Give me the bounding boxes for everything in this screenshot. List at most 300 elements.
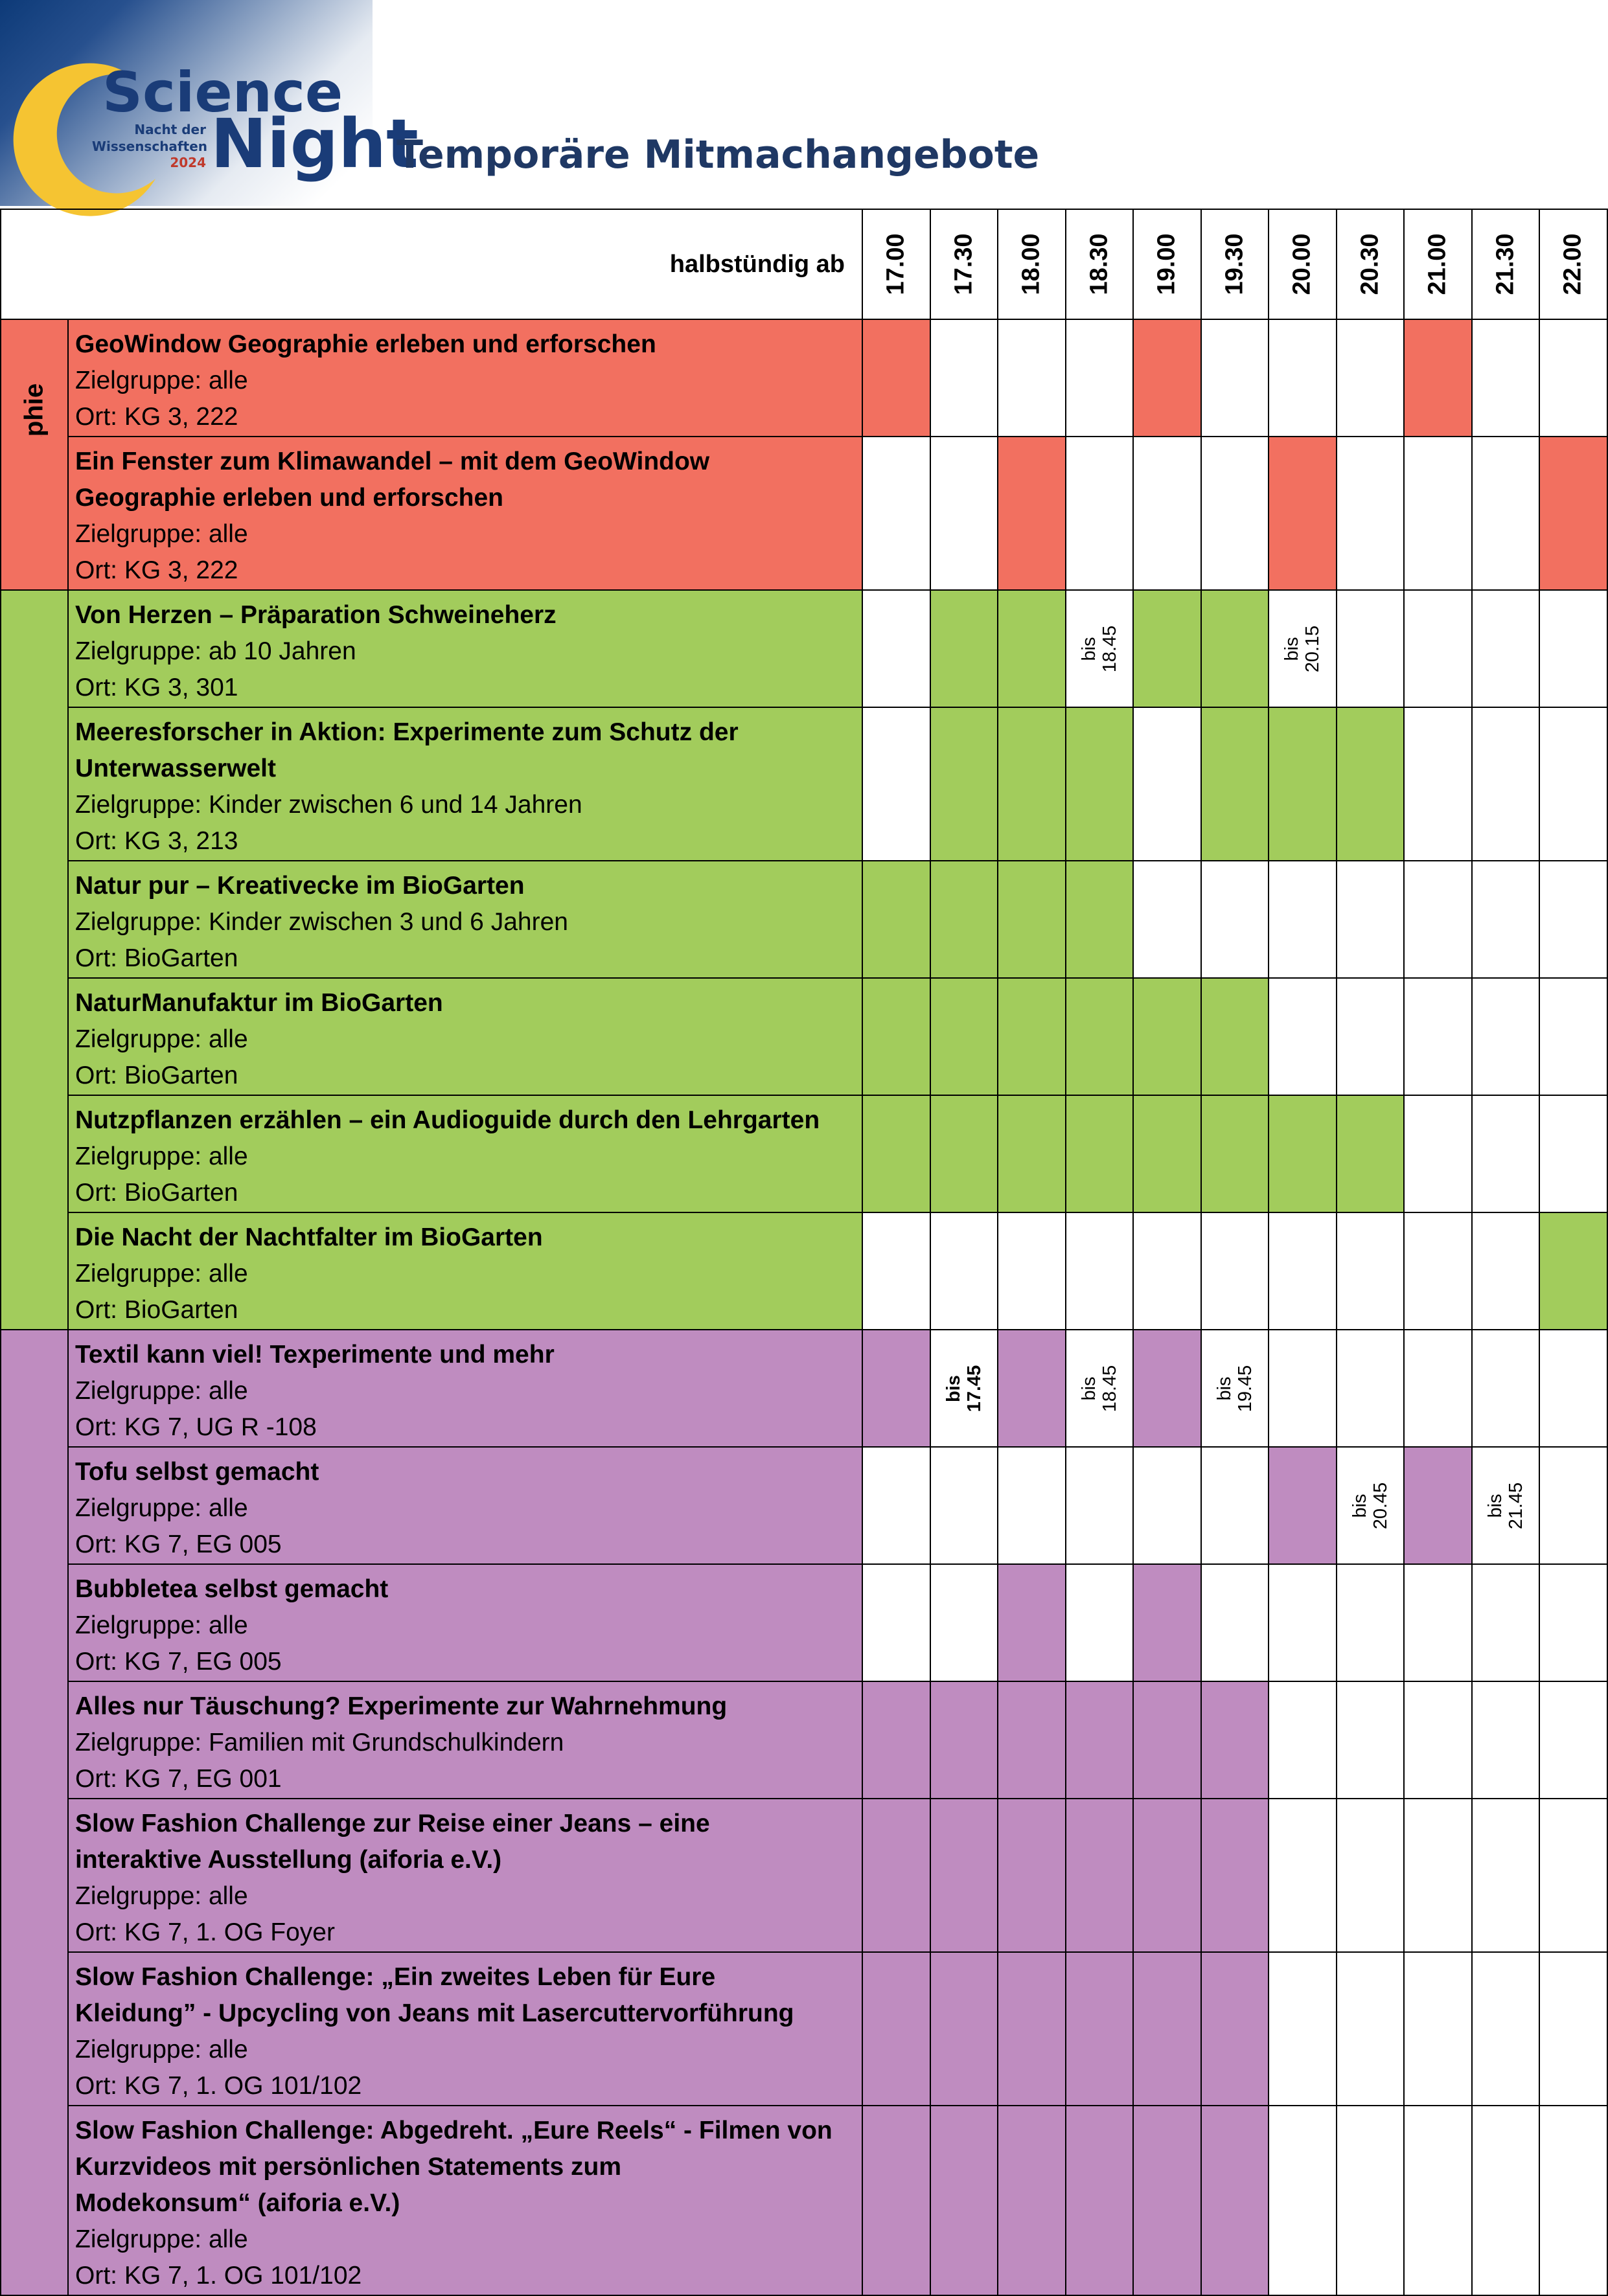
slot-active <box>862 1095 930 1212</box>
event-target-group: Zielgruppe: alle <box>75 1377 248 1405</box>
slot-active <box>1133 1330 1201 1447</box>
event-row <box>1 978 1607 1095</box>
slot-empty <box>1269 978 1337 1095</box>
slot-end-note-line: 20.15 <box>1302 625 1324 672</box>
slot-empty <box>1472 319 1540 437</box>
category-cell <box>1 437 68 590</box>
slot-active <box>930 1952 998 2106</box>
slot-active <box>998 1564 1066 1681</box>
slot-active <box>998 978 1066 1095</box>
event-title-line: interaktive Ausstellung (aiforia e.V.) <box>75 1846 502 1874</box>
slot-empty <box>1337 1447 1405 1564</box>
event-description <box>68 1799 862 1952</box>
time-label: 19.00 <box>1153 233 1180 295</box>
slot-empty <box>1472 1330 1540 1447</box>
category-cell <box>1 590 68 707</box>
slot-empty <box>1539 1095 1607 1212</box>
slot-active <box>1133 319 1201 437</box>
category-cell <box>1 1952 68 2106</box>
event-title-line: Slow Fashion Challenge zur Reise einer Jeans – eine <box>75 1810 710 1837</box>
category-cell <box>1 707 68 861</box>
slot-end-note <box>1350 1482 1391 1529</box>
slot-empty <box>1337 319 1405 437</box>
slot-empty <box>1201 1330 1269 1447</box>
time-label: 21.30 <box>1491 233 1519 295</box>
slot-end-note-line: bis <box>1213 1376 1235 1401</box>
header-label: halbstündig ab <box>1 209 862 319</box>
slot-empty <box>1472 1095 1540 1212</box>
slot-empty <box>1472 2106 1540 2295</box>
event-description <box>68 861 862 978</box>
slot-active <box>998 1799 1066 1952</box>
slot-empty <box>1066 1212 1134 1330</box>
slot-empty <box>1201 1564 1269 1681</box>
slot-empty <box>1472 1952 1540 2106</box>
slot-active <box>998 2106 1066 2295</box>
event-row <box>1 1095 1607 1212</box>
slot-empty <box>1066 437 1134 590</box>
slot-active <box>862 978 930 1095</box>
slot-active <box>998 437 1066 590</box>
slot-active <box>1201 1681 1269 1799</box>
event-title-line: Textil kann viel! Texperimente und mehr <box>75 1341 555 1369</box>
slot-active <box>1066 1681 1134 1799</box>
page-title: Temporäre Mitmachangebote <box>396 132 1040 177</box>
slot-end-note-line: 21.45 <box>1505 1482 1526 1529</box>
slot-active <box>930 978 998 1095</box>
slot-empty <box>1337 1330 1405 1447</box>
event-description <box>68 707 862 861</box>
slot-empty <box>1404 1564 1472 1681</box>
slot-empty <box>862 437 930 590</box>
event-title-line: NaturManufaktur im BioGarten <box>75 989 443 1017</box>
slot-active <box>1066 978 1134 1095</box>
event-title-line: Slow Fashion Challenge: Abgedreht. „Eure Reels“ - Filmen von <box>75 2117 833 2144</box>
slot-empty <box>1337 1799 1405 1952</box>
slot-empty <box>1201 1212 1269 1330</box>
slot-active <box>930 861 998 978</box>
slot-empty <box>1066 1330 1134 1447</box>
event-row <box>1 1212 1607 1330</box>
schedule-table <box>0 209 1608 2296</box>
slot-empty <box>1472 1212 1540 1330</box>
event-location: Ort: KG 3, 222 <box>75 403 238 431</box>
event-target-group: Zielgruppe: alle <box>75 367 248 394</box>
event-row <box>1 2106 1607 2295</box>
event-target-group: Zielgruppe: alle <box>75 2036 248 2063</box>
event-target-group: Zielgruppe: alle <box>75 1142 248 1170</box>
slot-empty <box>1404 1330 1472 1447</box>
slot-active <box>1066 707 1134 861</box>
slot-empty <box>1133 1447 1201 1564</box>
slot-active <box>862 1799 930 1952</box>
slot-empty <box>1539 1330 1607 1447</box>
slot-empty <box>1133 861 1201 978</box>
time-column-header <box>998 209 1066 319</box>
event-description <box>68 319 862 437</box>
slot-active <box>1269 1095 1337 1212</box>
event-title-line: Ein Fenster zum Klimawandel – mit dem GeoWindow <box>75 448 710 475</box>
slot-empty <box>1472 707 1540 861</box>
event-title-line: GeoWindow Geographie erleben und erforschen <box>75 330 656 358</box>
slot-empty <box>1472 1564 1540 1681</box>
event-title-line: Natur pur – Kreativecke im BioGarten <box>75 872 525 900</box>
slot-empty <box>1269 1212 1337 1330</box>
event-row <box>1 1330 1607 1447</box>
slot-active <box>1201 978 1269 1095</box>
slot-active <box>930 1095 998 1212</box>
slot-active <box>1133 1799 1201 1952</box>
event-row <box>1 861 1607 978</box>
slot-empty <box>1472 1447 1540 1564</box>
slot-empty <box>1539 1681 1607 1799</box>
slot-empty <box>930 319 998 437</box>
event-target-group: Zielgruppe: alle <box>75 1611 248 1639</box>
slot-active <box>1133 590 1201 707</box>
slot-active <box>862 1952 930 2106</box>
slot-empty <box>1337 1952 1405 2106</box>
slot-active <box>998 1095 1066 1212</box>
slot-active <box>998 707 1066 861</box>
slot-empty <box>1201 861 1269 978</box>
slot-active <box>1201 1799 1269 1952</box>
event-title-line: Unterwasserwelt <box>75 755 276 782</box>
logo-word-night: Night <box>211 104 419 183</box>
slot-empty <box>1404 437 1472 590</box>
slot-empty <box>1269 1952 1337 2106</box>
event-target-group: Zielgruppe: alle <box>75 2225 248 2253</box>
event-location: Ort: KG 7, EG 005 <box>75 1648 282 1676</box>
slot-empty <box>1539 707 1607 861</box>
slot-empty <box>1472 861 1540 978</box>
event-title-line: Von Herzen – Präparation Schweineherz <box>75 601 557 629</box>
slot-empty <box>1337 1212 1405 1330</box>
event-row <box>1 1952 1607 2106</box>
event-title-line: Kurzvideos mit persönlichen Statements zum <box>75 2153 622 2181</box>
slot-empty <box>1133 707 1201 861</box>
time-label: 21.00 <box>1423 233 1451 295</box>
slot-empty <box>1472 978 1540 1095</box>
slot-active <box>998 861 1066 978</box>
slot-active <box>1133 1095 1201 1212</box>
slot-empty <box>1404 1212 1472 1330</box>
event-target-group: Zielgruppe: alle <box>75 1260 248 1288</box>
event-title-line: Tofu selbst gemacht <box>75 1458 319 1486</box>
category-cell <box>1 1095 68 1212</box>
slot-end-note-line: 18.45 <box>1099 1365 1120 1412</box>
category-cell <box>1 978 68 1095</box>
slot-empty <box>1539 1447 1607 1564</box>
slot-empty <box>1269 1330 1337 1447</box>
time-column-header <box>1066 209 1134 319</box>
slot-active <box>1066 1799 1134 1952</box>
slot-empty <box>1337 2106 1405 2295</box>
event-title-line: Nutzpflanzen erzählen – ein Audioguide durch den Lehrgarten <box>75 1106 820 1134</box>
slot-empty <box>862 1447 930 1564</box>
time-column-header <box>1269 209 1337 319</box>
event-description <box>68 978 862 1095</box>
slot-active <box>1539 437 1607 590</box>
slot-empty <box>1269 861 1337 978</box>
slot-active <box>930 1681 998 1799</box>
event-location: Ort: BioGarten <box>75 1062 238 1089</box>
logo-year: 2024 <box>170 155 206 170</box>
event-title-line: Bubbletea selbst gemacht <box>75 1575 389 1603</box>
event-description <box>68 437 862 590</box>
slot-empty <box>1404 861 1472 978</box>
slot-active <box>1337 707 1405 861</box>
slot-active <box>862 2106 930 2295</box>
event-title-line: Kleidung” - Upcycling von Jeans mit Lasercuttervorführung <box>75 1999 794 2027</box>
slot-empty <box>1472 1681 1540 1799</box>
slot-active <box>1133 1564 1201 1681</box>
category-cell <box>1 1564 68 1681</box>
slot-end-note-line: bis <box>1484 1493 1506 1518</box>
category-cell <box>1 1447 68 1564</box>
event-location: Ort: BioGarten <box>75 944 238 972</box>
slot-active <box>862 1681 930 1799</box>
time-column-header <box>1472 209 1540 319</box>
event-description <box>68 1212 862 1330</box>
slot-active <box>862 861 930 978</box>
slot-empty <box>1269 1564 1337 1681</box>
slot-active <box>998 590 1066 707</box>
slot-empty <box>930 1447 998 1564</box>
slot-active <box>1337 1095 1405 1212</box>
slot-active <box>930 2106 998 2295</box>
slot-active <box>1201 1095 1269 1212</box>
event-description <box>68 2106 862 2295</box>
event-location: Ort: KG 7, 1. OG 101/102 <box>75 2072 362 2100</box>
time-label: 18.00 <box>1017 233 1045 295</box>
time-label: 19.30 <box>1221 233 1248 295</box>
slot-empty <box>1404 707 1472 861</box>
event-target-group: Zielgruppe: ab 10 Jahren <box>75 637 356 665</box>
event-row <box>1 1681 1607 1799</box>
slot-empty <box>1269 590 1337 707</box>
slot-empty <box>1337 1681 1405 1799</box>
slot-empty <box>1337 1564 1405 1681</box>
event-row <box>1 319 1607 437</box>
slot-empty <box>1404 1681 1472 1799</box>
event-target-group: Zielgruppe: alle <box>75 1494 248 1522</box>
slot-active <box>930 1799 998 1952</box>
time-column-header <box>1404 209 1472 319</box>
slot-active <box>1201 590 1269 707</box>
slot-active <box>1269 1447 1337 1564</box>
slot-empty <box>1539 2106 1607 2295</box>
slot-empty <box>1269 2106 1337 2295</box>
slot-empty <box>1539 319 1607 437</box>
slot-active <box>1066 1095 1134 1212</box>
slot-active <box>862 319 930 437</box>
logo-tagline-2: Wissenschaften <box>91 139 207 154</box>
slot-empty <box>1539 1952 1607 2106</box>
time-column-header <box>1201 209 1269 319</box>
event-description <box>68 1095 862 1212</box>
slot-empty <box>1404 590 1472 707</box>
slot-empty <box>930 1330 998 1447</box>
event-row <box>1 1799 1607 1952</box>
event-description <box>68 1330 862 1447</box>
slot-empty <box>1539 1564 1607 1681</box>
slot-empty <box>1269 1799 1337 1952</box>
slot-empty <box>998 1212 1066 1330</box>
slot-empty <box>930 1564 998 1681</box>
event-description <box>68 1681 862 1799</box>
header-row <box>1 209 1607 319</box>
event-description <box>68 1564 862 1681</box>
slot-empty <box>930 1212 998 1330</box>
slot-empty <box>862 1564 930 1681</box>
slot-end-note <box>1214 1365 1256 1412</box>
slot-empty <box>1539 1799 1607 1952</box>
event-row <box>1 707 1607 861</box>
event-description <box>68 1447 862 1564</box>
slot-empty <box>1472 437 1540 590</box>
slot-active <box>1133 1681 1201 1799</box>
slot-empty <box>1201 1447 1269 1564</box>
time-label: 18.30 <box>1085 233 1113 295</box>
category-cell <box>1 1212 68 1330</box>
slot-empty <box>1066 1564 1134 1681</box>
event-target-group: Zielgruppe: Kinder zwischen 6 und 14 Jahren <box>75 791 582 819</box>
category-cell <box>1 1799 68 1952</box>
event-title-line: Meeresforscher in Aktion: Experimente zum Schutz der <box>75 718 739 746</box>
slot-empty <box>1337 590 1405 707</box>
slot-empty <box>1539 861 1607 978</box>
slot-empty <box>1269 1681 1337 1799</box>
slot-empty <box>1066 319 1134 437</box>
slot-empty <box>1404 1799 1472 1952</box>
slot-active <box>1201 2106 1269 2295</box>
event-title-line: Modekonsum“ (aiforia e.V.) <box>75 2189 400 2217</box>
time-label: 20.30 <box>1356 233 1384 295</box>
event-location: Ort: KG 7, EG 005 <box>75 1530 282 1558</box>
slot-active <box>930 590 998 707</box>
slot-empty <box>998 319 1066 437</box>
event-title-line: Slow Fashion Challenge: „Ein zweites Leben für Eure <box>75 1963 716 1991</box>
time-column-header <box>862 209 930 319</box>
slot-end-note <box>1079 1365 1120 1412</box>
slot-active <box>1066 2106 1134 2295</box>
category-cell <box>1 861 68 978</box>
slot-active <box>998 1952 1066 2106</box>
event-location: Ort: BioGarten <box>75 1179 238 1207</box>
slot-active <box>1269 437 1337 590</box>
category-cell <box>1 1330 68 1447</box>
slot-end-note <box>1281 625 1323 672</box>
time-label: 17.30 <box>950 233 978 295</box>
event-title-line: Geographie erleben und erforschen <box>75 484 503 512</box>
category-cell <box>1 2106 68 2295</box>
slot-empty <box>1066 590 1134 707</box>
event-title-line: Alles nur Täuschung? Experimente zur Wahrnehmung <box>75 1692 728 1720</box>
slot-active <box>1133 978 1201 1095</box>
event-row <box>1 1564 1607 1681</box>
slot-empty <box>1337 861 1405 978</box>
time-label: 20.00 <box>1288 233 1316 295</box>
event-target-group: Zielgruppe: alle <box>75 520 248 548</box>
slot-empty <box>1404 978 1472 1095</box>
time-column-header <box>1539 209 1607 319</box>
slot-end-note-line: 18.45 <box>1099 625 1120 672</box>
slot-end-note-line: bis <box>1281 636 1303 661</box>
slot-active <box>1201 707 1269 861</box>
event-row <box>1 1447 1607 1564</box>
slot-empty <box>998 1447 1066 1564</box>
event-location: Ort: KG 7, 1. OG Foyer <box>75 1918 335 1946</box>
slot-active <box>930 707 998 861</box>
slot-empty <box>1066 1447 1134 1564</box>
slot-empty <box>1472 1799 1540 1952</box>
slot-empty <box>862 590 930 707</box>
time-label: 22.00 <box>1559 233 1587 295</box>
event-row <box>1 590 1607 707</box>
slot-end-note <box>1079 625 1120 672</box>
slot-empty <box>1269 319 1337 437</box>
science-night-logo <box>0 0 419 206</box>
slot-empty <box>1133 1212 1201 1330</box>
slot-end-note <box>943 1365 985 1412</box>
event-location: Ort: KG 7, EG 001 <box>75 1765 282 1793</box>
slot-empty <box>1404 1095 1472 1212</box>
slot-active <box>1133 1952 1201 2106</box>
event-description <box>68 1952 862 2106</box>
category-cell <box>1 1681 68 1799</box>
event-target-group: Zielgruppe: Familien mit Grundschulkindern <box>75 1729 564 1756</box>
slot-active <box>1269 707 1337 861</box>
event-title-line: Die Nacht der Nachtfalter im BioGarten <box>75 1223 543 1251</box>
time-column-header <box>1337 209 1405 319</box>
slot-empty <box>1404 1952 1472 2106</box>
time-column-header <box>930 209 998 319</box>
slot-end-note-line: bis <box>1078 636 1099 661</box>
slot-active <box>1066 1952 1134 2106</box>
slot-empty <box>1404 2106 1472 2295</box>
slot-active <box>862 1330 930 1447</box>
event-target-group: Zielgruppe: alle <box>75 1025 248 1053</box>
slot-end-note-line: bis <box>943 1374 964 1402</box>
time-column-header <box>1133 209 1201 319</box>
slot-empty <box>1201 319 1269 437</box>
slot-end-note-line: bis <box>1078 1376 1099 1401</box>
logo-word-science: Science <box>102 60 343 125</box>
slot-end-note-line: 19.45 <box>1234 1365 1256 1412</box>
slot-end-note-line: 20.45 <box>1370 1482 1391 1529</box>
slot-active <box>1066 861 1134 978</box>
event-description <box>68 590 862 707</box>
slot-empty <box>930 437 998 590</box>
slot-active <box>998 1681 1066 1799</box>
event-target-group: Zielgruppe: alle <box>75 1882 248 1910</box>
slot-empty <box>1337 978 1405 1095</box>
slot-empty <box>1472 590 1540 707</box>
event-target-group: Zielgruppe: Kinder zwischen 3 und 6 Jahren <box>75 908 568 936</box>
slot-active <box>1133 2106 1201 2295</box>
slot-end-note-line: 17.45 <box>963 1365 985 1412</box>
category-cell <box>1 319 68 437</box>
slot-empty <box>862 1212 930 1330</box>
slot-end-note-line: bis <box>1349 1493 1370 1518</box>
slot-active <box>1539 1212 1607 1330</box>
slot-empty <box>1201 437 1269 590</box>
slot-empty <box>862 707 930 861</box>
event-row <box>1 437 1607 590</box>
event-location: Ort: KG 7, 1. OG 101/102 <box>75 2262 362 2290</box>
slot-empty <box>1539 590 1607 707</box>
slot-active <box>1404 1447 1472 1564</box>
